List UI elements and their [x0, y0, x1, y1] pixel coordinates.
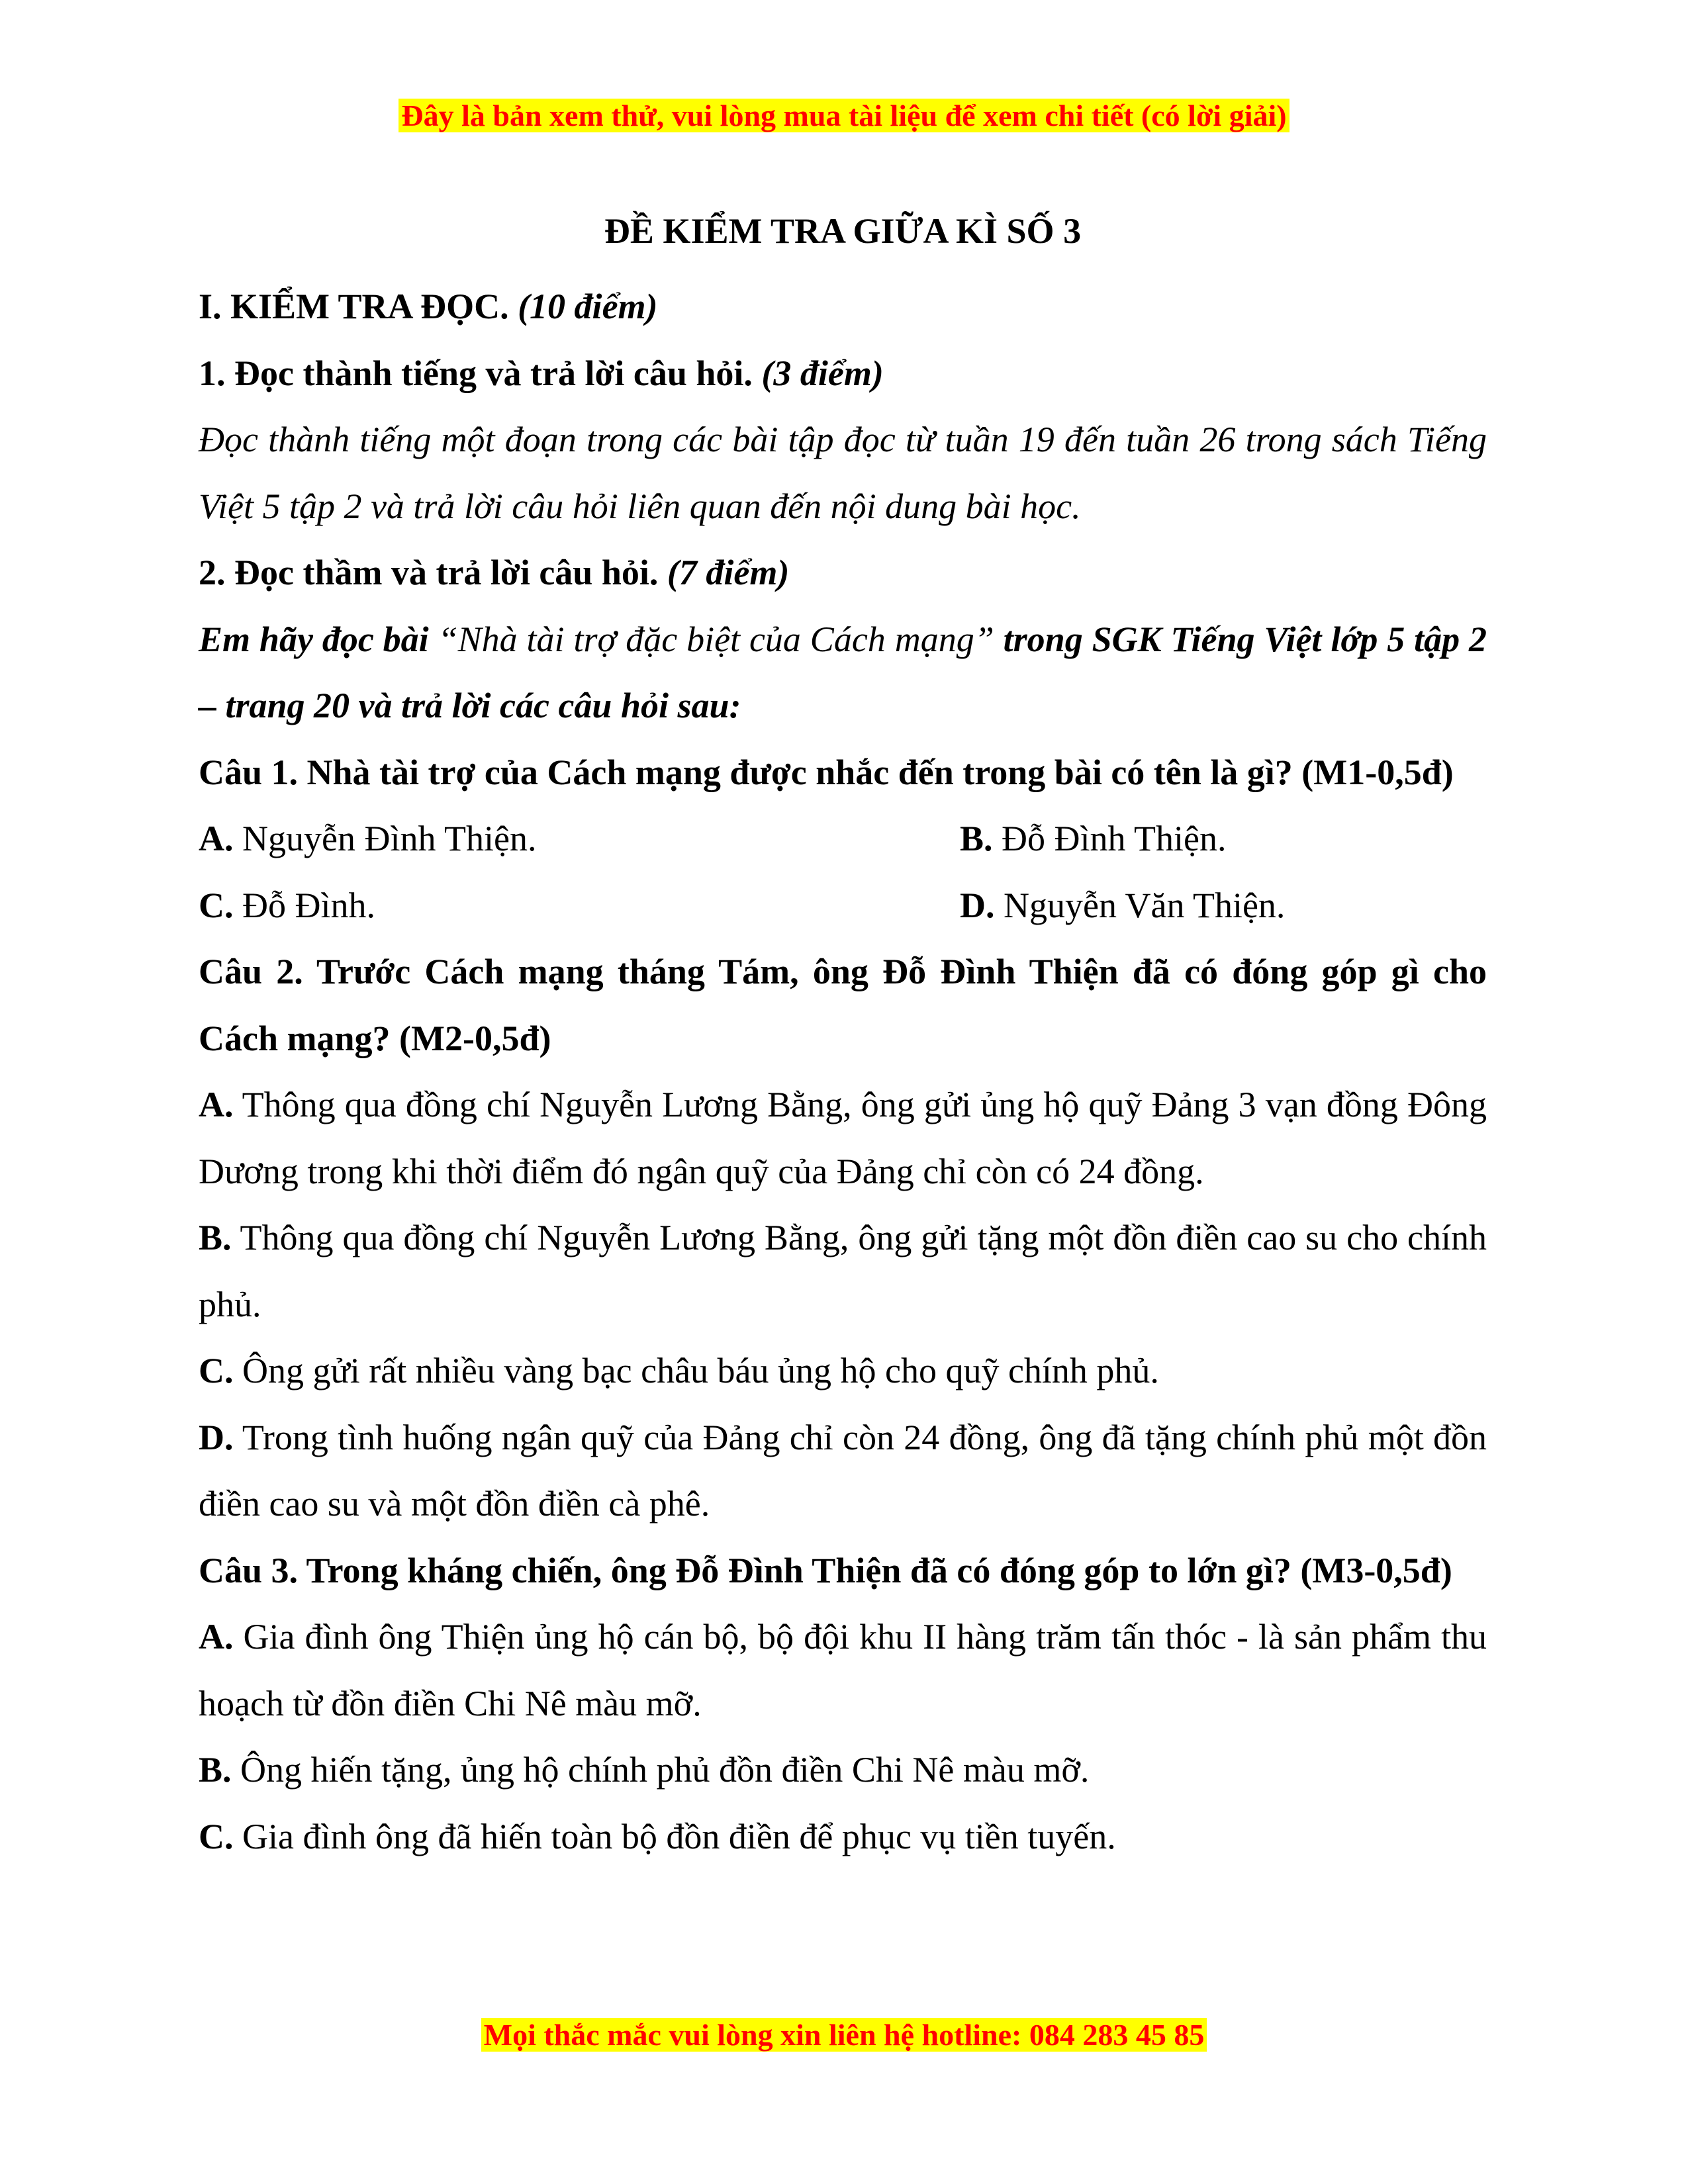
part1-instruction: Đọc thành tiếng một đoạn trong các bài tập đọc từ tuần 19 đến tuần 26 trong sách Tiếng Việt 5 tập 2 và trả lời câu hỏi liên quan đến nội dung bài học. — [199, 420, 1487, 526]
part2-points: (7 điểm) — [667, 553, 790, 592]
option-key: A. — [199, 819, 234, 858]
preview-notice-banner — [0, 97, 1688, 135]
question-1-option-d — [960, 872, 1487, 939]
exam-content — [199, 206, 1487, 1870]
question-3-option-a — [199, 1604, 1487, 1737]
option-key: B. — [960, 819, 993, 858]
section-heading-text: I. KIỂM TRA ĐỌC. — [199, 287, 509, 326]
question-3-option-b — [199, 1737, 1487, 1803]
question-2-stem: Câu 2. Trước Cách mạng tháng Tám, ông Đỗ Đình Thiện đã có đóng góp gì cho Cách mạng? (M2-0,5đ) — [199, 952, 1487, 1058]
part2-instruction — [199, 606, 1487, 739]
option-text: Đỗ Đình Thiện. — [1002, 819, 1227, 858]
exam-title: ĐỀ KIỂM TRA GIỮA KÌ SỐ 3 — [604, 211, 1082, 251]
part2-instruction-a: Em hãy đọc bài — [199, 619, 429, 659]
part2-instruction-b: trong SGK Tiếng Việt lớp 5 tập 2 – trang 20 và trả lời các câu hỏi sau: — [199, 619, 1487, 725]
part2-heading — [199, 539, 1487, 606]
question-2-option-c — [199, 1338, 1487, 1404]
option-text: Đỗ Đình. — [242, 885, 375, 925]
option-key: A. — [199, 1085, 234, 1124]
question-1-stem: Câu 1. Nhà tài trợ của Cách mạng được nhắc đến trong bài có tên là gì? (M1-0,5đ) — [199, 752, 1454, 792]
section-points: (10 điểm) — [518, 287, 658, 326]
option-text: Thông qua đồng chí Nguyễn Lương Bằng, ông gửi tặng một đồn điền cao su cho chính phủ. — [199, 1218, 1487, 1324]
section-heading — [199, 273, 1487, 340]
option-text: Ông hiến tặng, ủng hộ chính phủ đồn điền Chi Nê màu mỡ. — [240, 1750, 1090, 1790]
hotline-banner — [0, 2016, 1688, 2054]
option-key: D. — [960, 885, 995, 925]
question-3-option-c — [199, 1803, 1487, 1870]
question-2-option-d — [199, 1404, 1487, 1537]
option-text: Gia đình ông đã hiến toàn bộ đồn điền để phục vụ tiền tuyến. — [242, 1816, 1116, 1856]
option-key: C. — [199, 1351, 234, 1390]
part1-points: (3 điểm) — [761, 353, 884, 393]
question-2-option-a — [199, 1071, 1487, 1205]
question-1-options-row-2 — [199, 872, 1487, 939]
option-text: Gia đình ông Thiện ủng hộ cán bộ, bộ đội khu II hàng trăm tấn thóc - là sản phẩm thu hoạch từ đồn điền Chi Nê màu mỡ. — [199, 1617, 1487, 1723]
question-1-option-b — [960, 805, 1487, 872]
question-1-option-c — [199, 872, 960, 939]
hotline-text: Mọi thắc mắc vui lòng xin liên hệ hotline: 084 283 45 85 — [481, 2018, 1207, 2052]
option-text: Ông gửi rất nhiều vàng bạc châu báu ủng hộ cho quỹ chính phủ. — [242, 1351, 1159, 1390]
question-3-stem: Câu 3. Trong kháng chiến, ông Đỗ Đình Thiện đã có đóng góp to lớn gì? (M3-0,5đ) — [199, 1550, 1452, 1590]
option-text: Nguyễn Đình Thiện. — [242, 819, 537, 858]
option-text: Thông qua đồng chí Nguyễn Lương Bằng, ông gửi ủng hộ quỹ Đảng 3 vạn đồng Đông Dương trong khi thời điểm đó ngân quỹ của Đảng chỉ còn có 24 đồng. — [199, 1085, 1487, 1191]
part2-heading-text: 2. Đọc thầm và trả lời câu hỏi. — [199, 553, 659, 592]
option-key: D. — [199, 1417, 234, 1457]
question-1-options-row-1 — [199, 805, 1487, 872]
option-key: C. — [199, 1816, 234, 1856]
question-1-option-a — [199, 805, 960, 872]
option-key: B. — [199, 1218, 232, 1257]
option-key: A. — [199, 1617, 234, 1657]
option-key: B. — [199, 1750, 232, 1790]
preview-notice-text: Đây là bản xem thử, vui lòng mua tài liệu để xem chi tiết (có lời giải) — [399, 99, 1289, 132]
reading-title: “Nhà tài trợ đặc biệt của Cách mạng” — [438, 619, 994, 659]
question-2-option-b — [199, 1205, 1487, 1338]
part1-heading — [199, 340, 1487, 407]
part1-heading-text: 1. Đọc thành tiếng và trả lời câu hỏi. — [199, 353, 753, 393]
option-key: C. — [199, 885, 234, 925]
option-text: Trong tình huống ngân quỹ của Đảng chỉ còn 24 đồng, ông đã tặng chính phủ một đồn điền cao su và một đồn điền cà phê. — [199, 1417, 1487, 1524]
option-text: Nguyễn Văn Thiện. — [1004, 885, 1286, 925]
